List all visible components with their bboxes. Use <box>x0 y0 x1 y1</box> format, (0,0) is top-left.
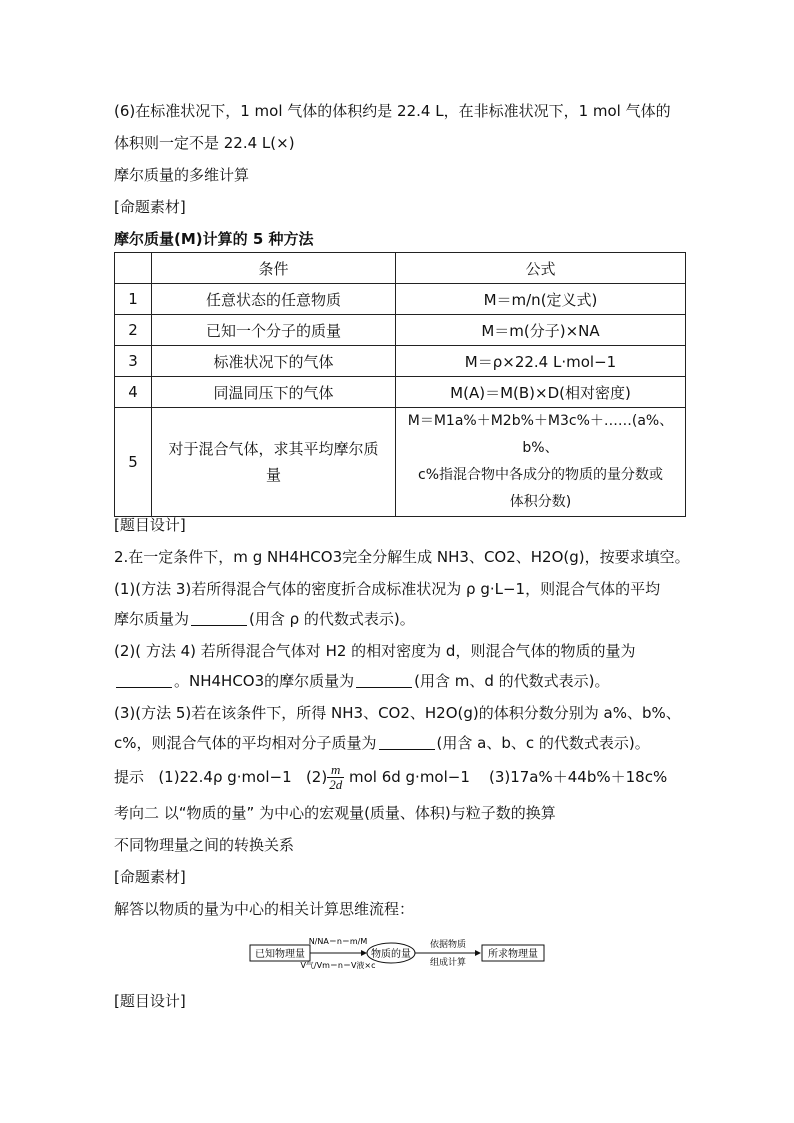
answer-blank <box>116 673 172 688</box>
row-number: 4 <box>115 377 152 408</box>
section2-subheading: 不同物理量之间的转换关系 <box>114 836 295 854</box>
row-formula: M＝ρ×22.4 L·mol−1 <box>396 346 686 377</box>
row-formula: M＝m(分子)×NA <box>396 315 686 346</box>
table-row <box>115 408 686 517</box>
q3-text-b: (用含 a、b、c 的代数式表示)。 <box>436 734 650 752</box>
q1-text-b: (用含 ρ 的代数式表示)。 <box>249 610 415 628</box>
table-row <box>115 346 686 377</box>
hint-answer-2-prefix: (2) <box>305 768 328 786</box>
flow-intro: 解答以物质的量为中心的相关计算思维流程： <box>114 900 415 918</box>
row-formula-line: M＝M1a%＋M2b%＋M3c%＋……(a%、b%、 <box>407 413 674 456</box>
answer-blank <box>191 611 247 626</box>
table-header-no <box>115 253 152 284</box>
hint-line <box>114 762 667 792</box>
design-tag-2: [题目设计] <box>114 992 186 1010</box>
row-condition: 标准状况下的气体 <box>152 346 396 377</box>
row-number: 5 <box>115 408 152 517</box>
section2-heading: 考向二 以“物质的量” 为中心的宏观量(质量、体积)与粒子数的换算 <box>114 804 556 822</box>
question-1-line-2 <box>114 608 415 630</box>
row-number: 2 <box>115 315 152 346</box>
row-formula-line: 体积分数) <box>509 494 572 510</box>
q1-text-a: 摩尔质量为 <box>114 610 190 628</box>
flow-box-target-label: 所求物理量 <box>488 949 538 960</box>
table-row <box>115 315 686 346</box>
row-number: 1 <box>115 284 152 315</box>
row-condition: 任意状态的任意物质 <box>152 284 396 315</box>
hint-label: 提示 <box>114 768 145 786</box>
fraction-denominator: 2d <box>329 777 343 792</box>
question-3-line-1: (3)(方法 5)若在该条件下，所得 NH3、CO2、H2O(g)的体积分数分别为 a%、b%、 <box>114 704 681 722</box>
row-condition: 已知一个分子的质量 <box>152 315 396 346</box>
question-2-line-2 <box>114 670 610 692</box>
section1-heading: 摩尔质量的多维计算 <box>114 166 250 184</box>
row-number: 3 <box>115 346 152 377</box>
hint-answer-1: (1)22.4ρ g·mol−1 <box>158 768 292 786</box>
question-1-line-1: (1)(方法 3)若所得混合气体的密度折合成标准状况为 ρ g·L−1，则混合气体的平均 <box>114 580 661 598</box>
question-stem: 2.在一定条件下，m g NH4HCO3完全分解生成 NH3、CO2、H2O(g)，按要求填空。 <box>114 548 690 566</box>
flow-lower-formula: V气/Vm＝n＝V液×c <box>300 961 376 970</box>
hint-answer-3: (3)17a%＋44b%＋18c% <box>488 768 668 786</box>
flow-upper-formula: N/NA＝n＝m/M <box>308 937 368 946</box>
table-header-formula: 公式 <box>396 253 686 284</box>
calculation-flow-diagram <box>248 930 548 982</box>
question-3-line-2 <box>114 732 650 754</box>
row-condition-line: 对于混合气体，求其平均摩尔质 <box>168 440 379 458</box>
answer-blank <box>379 735 435 750</box>
flow-arrow-2-top: 依据物质 <box>429 940 467 950</box>
table-header-condition: 条件 <box>152 253 396 284</box>
q3-text-a: c%，则混合气体的平均相对分子质量为 <box>114 734 377 752</box>
intro-line-1: (6)在标准状况下，1 mol 气体的体积约是 22.4 L，在非标准状况下，1 mol 气体的 <box>114 102 671 120</box>
table-header-row <box>115 253 686 284</box>
row-formula: M(A)＝M(B)×D(相对密度) <box>396 377 686 408</box>
flow-oval-label: 物质的量 <box>371 949 411 960</box>
flow-arrow-2-bottom: 组成计算 <box>429 958 467 968</box>
hint-fraction <box>327 763 344 792</box>
table-row <box>115 284 686 315</box>
row-formula: M＝m/n(定义式) <box>396 284 686 315</box>
molar-mass-methods-table <box>114 252 686 517</box>
material-tag: [命题素材] <box>114 198 186 216</box>
question-2-line-1: (2)( 方法 4) 若所得混合气体对 H2 的相对密度为 d，则混合气体的物质的量为 <box>114 642 636 660</box>
row-condition-line: 量 <box>265 466 281 484</box>
q2-text-a: 。NH4HCO3的摩尔质量为 <box>174 672 355 690</box>
table-row <box>115 377 686 408</box>
intro-line-2: 体积则一定不是 22.4 L(×) <box>114 134 295 152</box>
row-formula-line: c%指混合物中各成分的物质的量分数或 <box>418 467 663 483</box>
q2-text-b: (用含 m、d 的代数式表示)。 <box>414 672 610 690</box>
row-condition <box>152 408 396 517</box>
row-condition: 同温同压下的气体 <box>152 377 396 408</box>
material-tag-2: [命题素材] <box>114 868 186 886</box>
hint-answer-2-suffix: mol 6d g·mol−1 <box>348 768 470 786</box>
answer-blank <box>356 673 412 688</box>
flow-box-known-label: 已知物理量 <box>255 949 305 960</box>
row-formula <box>396 408 686 517</box>
table-title: 摩尔质量(M)计算的 5 种方法 <box>114 230 314 248</box>
fraction-numerator: m <box>327 763 344 778</box>
design-tag: [题目设计] <box>114 516 186 534</box>
